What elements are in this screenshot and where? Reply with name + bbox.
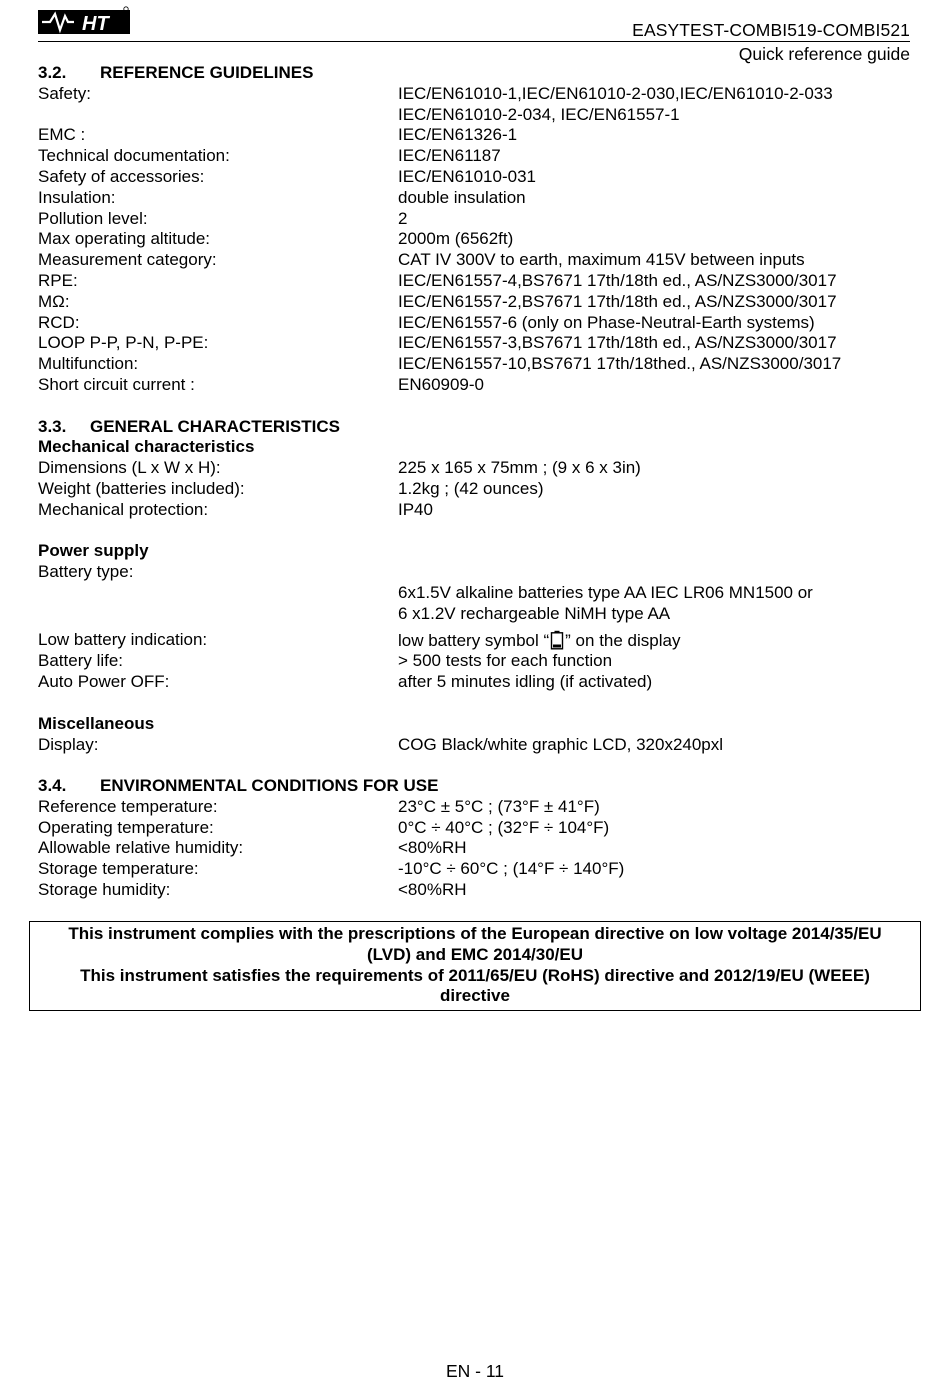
spec-label: Max operating altitude: [38,229,210,249]
section-number: 3.3. [38,416,67,436]
spec-row [38,271,910,292]
spec-value: 23°C ± 5°C ; (73°F ± 41°F) [398,796,600,816]
section-heading-general [38,417,910,438]
low-battery-text-post: ” on the display [565,630,681,650]
mechanical-list [38,458,910,520]
spec-row-battery-type [38,562,910,583]
subheading-miscellaneous: Miscellaneous [38,713,155,733]
spec-row [38,375,910,396]
notice-line: This instrument satisfies the requirements of 2011/65/EU (RoHS) directive and 2012/19/EU (WEEE) [80,965,870,985]
spec-label: Dimensions (L x W x H): [38,458,221,478]
spec-row [38,651,910,672]
section-number: 3.2. [38,63,67,82]
spec-value: IEC/EN61187 [398,146,501,166]
spec-value: -10°C ÷ 60°C ; (14°F ÷ 140°F) [398,859,625,879]
environmental-list [38,797,910,901]
spec-row [38,125,910,146]
subheading-mechanical: Mechanical characteristics [38,437,255,457]
logo-text: HT [82,13,109,35]
spec-value: <80%RH [398,880,467,900]
spec-row-battery-type-value-2 [38,604,910,625]
spec-label: Allowable relative humidity: [38,838,244,858]
spec-label: Short circuit current : [38,374,195,394]
spec-value: CAT IV 300V to earth, maximum 415V between inputs [398,250,805,270]
notice-line: directive [440,986,510,1006]
spec-row [38,500,910,521]
spec-value: EN60909-0 [398,374,485,394]
spec-value: 2 [398,208,408,228]
spec-value: 6x1.5V alkaline batteries type AA IEC LR06 MN1500 or [398,582,813,602]
ht-logo [38,6,130,36]
spec-value: <80%RH [398,838,467,858]
spec-label: RCD: [38,312,80,332]
spec-value: after 5 minutes idling (if activated) [398,672,653,692]
spec-row [38,859,910,880]
spec-value: IEC/EN61557-2,BS7671 17th/18th ed., AS/NZS3000/3017 [398,291,837,311]
spec-row-battery-type-value [38,583,910,604]
spec-value: IEC/EN61010-2-034, IEC/EN61557-1 [398,104,680,124]
spec-label: LOOP P-P, P-N, P-PE: [38,333,209,353]
spec-row-display [38,735,910,756]
document-title: EASYTEST-COMBI519-COMBI521 [632,20,910,40]
spec-label: Operating temperature: [38,817,214,837]
section-title: ENVIRONMENTAL CONDITIONS FOR USE [100,776,439,796]
spec-label: Storage temperature: [38,859,199,879]
spec-row-low-battery [38,630,910,652]
spec-label: EMC : [38,125,86,145]
spec-label: Reference temperature: [38,796,218,816]
document-subtitle: Quick reference guide [738,44,910,64]
spec-row [38,250,910,271]
spec-value: IEC/EN61326-1 [398,125,518,145]
spec-value: 6 x1.2V rechargeable NiMH type AA [398,603,671,623]
spec-value: double insulation [398,187,526,207]
spec-value: IEC/EN61557-3,BS7671 17th/18th ed., AS/NZS3000/3017 [398,333,837,353]
spec-value: 0°C ÷ 40°C ; (32°F ÷ 104°F) [398,817,610,837]
spec-value: IEC/EN61010-1,IEC/EN61010-2-030,IEC/EN61010-2-033 [398,83,833,103]
spec-label: Safety of accessories: [38,166,205,186]
notice-line: This instrument complies with the prescriptions of the European directive on low voltage 2014/35/EU [68,924,882,943]
spec-label: Insulation: [38,187,116,207]
spec-label: Multifunction: [38,354,139,374]
spec-label: Pollution level: [38,208,148,228]
spec-value: 225 x 165 x 75mm ; (9 x 6 x 3in) [398,458,641,478]
spec-label: Mechanical protection: [38,499,209,519]
spec-label: Battery type: [38,562,134,582]
spec-label: RPE: [38,270,78,290]
section-heading-environmental [38,776,910,797]
spec-row [38,229,910,250]
spec-label: Storage humidity: [38,880,171,900]
spec-row [38,105,910,126]
spec-value: > 500 tests for each function [398,651,613,671]
compliance-notice-box [29,921,921,1011]
spec-row [38,479,910,500]
spec-value [398,562,910,583]
notice-line: (LVD) and EMC 2014/30/EU [366,944,584,964]
spec-value: 1.2kg ; (42 ounces) [398,478,544,498]
spec-value: IEC/EN61557-10,BS7671 17th/18thed., AS/NZS3000/3017 [398,354,842,374]
section-title: REFERENCE GUIDELINES [100,63,314,82]
section-number: 3.4. [38,776,67,796]
section-title: GENERAL CHARACTERISTICS [90,416,340,436]
spec-value: IEC/EN61010-031 [398,166,536,186]
spec-label: Low battery indication: [38,629,208,649]
spec-value: IP40 [398,499,433,519]
content-body [38,63,910,901]
spec-value: COG Black/white graphic LCD, 320x240pxl [398,734,724,754]
spec-label: Weight (batteries included): [38,478,245,498]
power-supply-list [38,651,910,693]
header-divider [38,41,910,42]
low-battery-icon [550,630,564,650]
spec-row [38,84,910,105]
subheading-power-supply: Power supply [38,541,149,561]
low-battery-text-pre: low battery symbol “ [398,630,550,650]
spec-label: MΩ: [38,291,70,311]
spec-value: 2000m (6562ft) [398,229,514,249]
spec-row [38,458,910,479]
spec-row [38,333,910,354]
spec-row [38,146,910,167]
spec-row [38,354,910,375]
spec-row [38,167,910,188]
spec-row [38,797,910,818]
spec-row [38,818,910,839]
spec-row [38,880,910,901]
spec-row [38,838,910,859]
spec-label: Display: [38,734,99,754]
spec-value: IEC/EN61557-4,BS7671 17th/18th ed., AS/NZS3000/3017 [398,270,837,290]
spec-label: Battery life: [38,651,124,671]
reference-list [38,84,910,396]
spec-row [38,313,910,334]
spec-value [398,630,910,652]
spec-row [38,188,910,209]
spec-row [38,292,910,313]
spec-row [38,672,910,693]
spec-value: IEC/EN61557-6 (only on Phase-Neutral-Earth systems) [398,312,815,332]
spec-label: Technical documentation: [38,146,230,166]
spec-label: Auto Power OFF: [38,672,170,692]
section-heading-reference [38,63,910,84]
page-number: EN - 11 [445,1361,505,1381]
spec-label: Measurement category: [38,250,217,270]
spec-row [38,209,910,230]
spec-label: Safety: [38,83,91,103]
